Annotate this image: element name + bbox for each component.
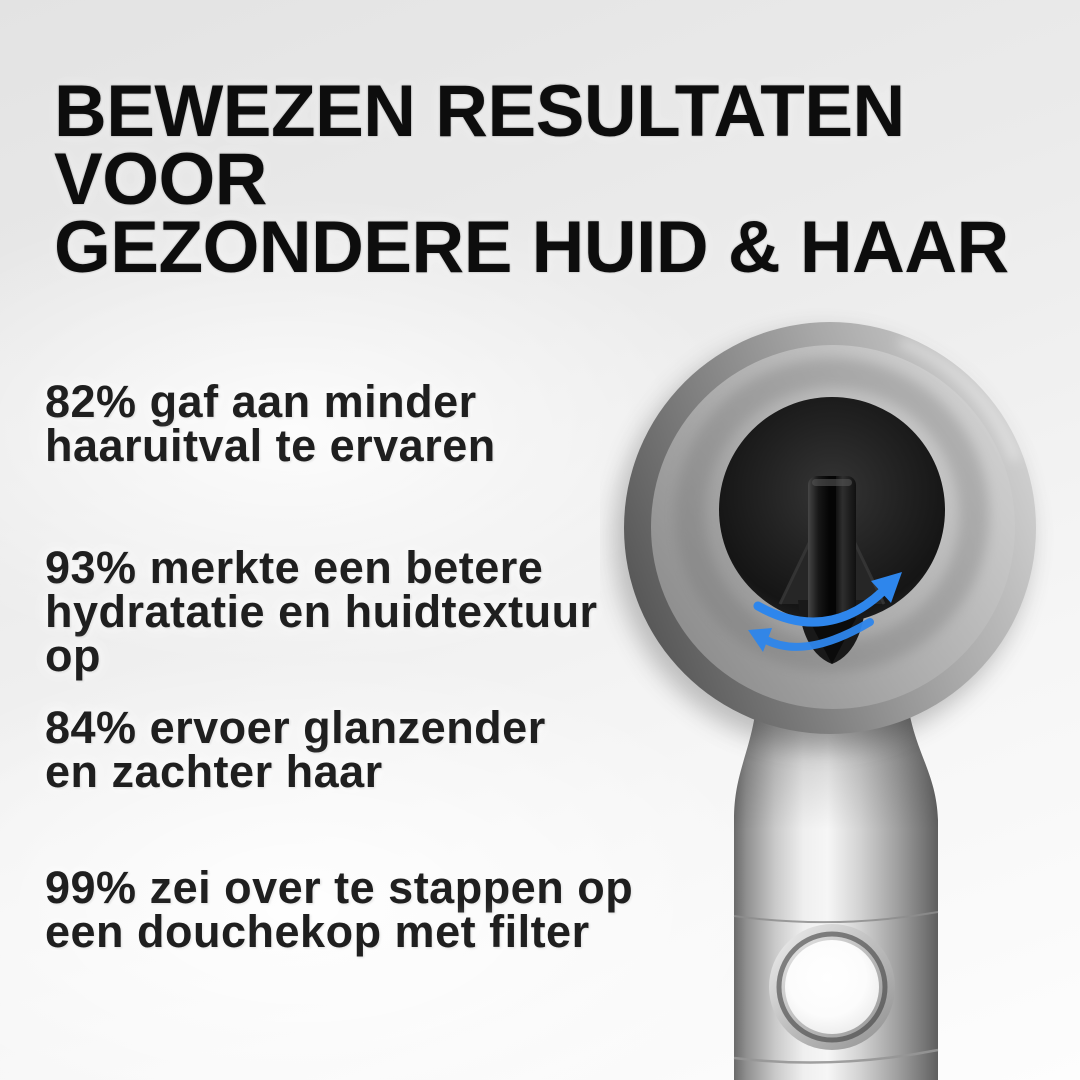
handle-button: [769, 924, 895, 1050]
headline: [54, 71, 1009, 288]
stat-haaruitval: [45, 376, 496, 471]
stat-line: een douchekop met filter: [45, 906, 590, 957]
showerhead-image: [600, 290, 1080, 1080]
stat-line: 93% merkte een betere: [45, 542, 544, 593]
headline-line-2: VOOR: [54, 139, 267, 220]
stat-line: haaruitval te ervaren: [45, 420, 496, 471]
headline-line-3: GEZONDERE HUID & HAAR: [54, 207, 1009, 288]
stat-line: 99% zei over te stappen op: [45, 862, 634, 913]
headline-line-1: BEWEZEN RESULTATEN: [54, 71, 905, 152]
stat-overstappen-filter: [45, 862, 634, 957]
showerhead-head: [624, 322, 1036, 734]
stat-line: 82% gaf aan minder: [45, 376, 477, 427]
stat-hydratatie: [45, 542, 598, 681]
stat-line: hydratatie en huidtextuur: [45, 586, 598, 637]
stat-line: op: [45, 630, 101, 681]
stat-glanzender-haar: [45, 702, 546, 797]
stat-line: en zachter haar: [45, 746, 383, 797]
stat-line: 84% ervoer glanzender: [45, 702, 546, 753]
